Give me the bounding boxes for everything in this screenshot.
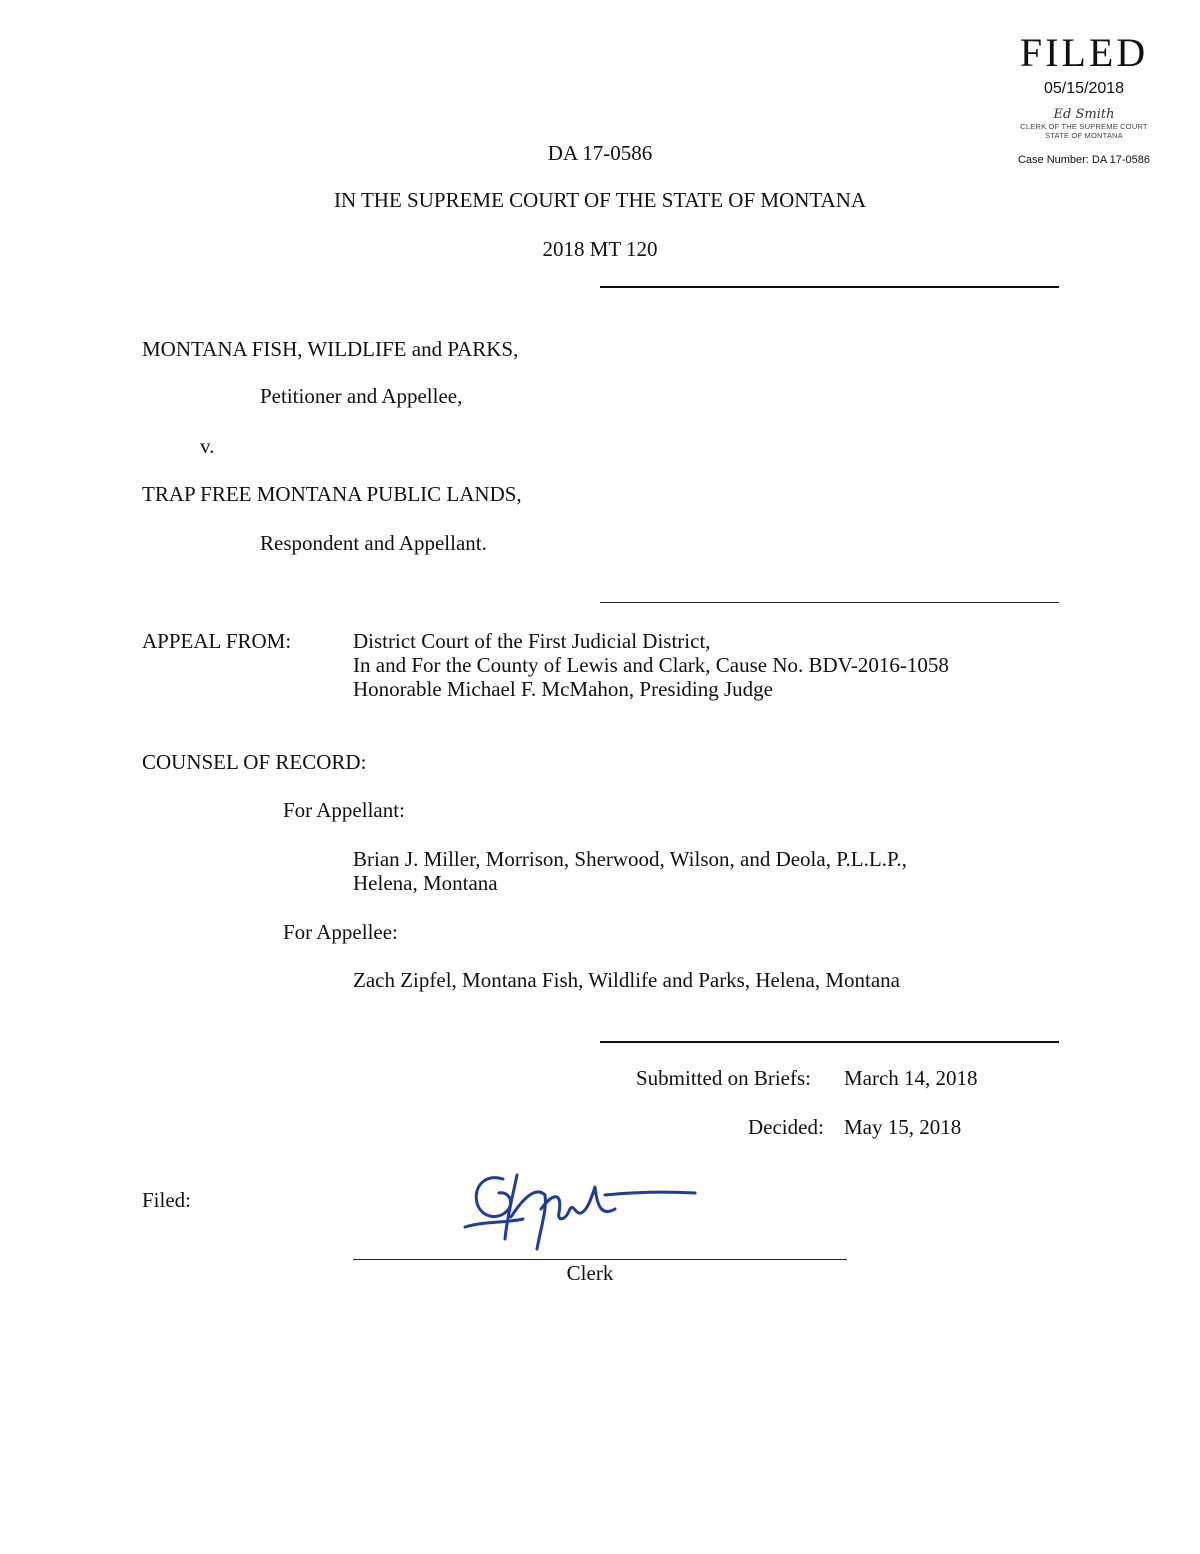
decided-date: May 15, 2018 [844, 1115, 962, 1139]
decided-label: Decided: [748, 1115, 824, 1139]
caption-divider-top [600, 286, 1059, 288]
filed-stamp-case-number: Case Number: DA 17-0586 [1017, 154, 1151, 166]
filed-stamp [1000, 30, 1168, 166]
counsel-of-record-label: COUNSEL OF RECORD: [142, 750, 367, 774]
docket-number: DA 17-0586 [547, 141, 653, 165]
caption-divider-bottom [600, 1041, 1059, 1043]
filed-stamp-title: FILED [1019, 30, 1149, 75]
filed-stamp-clerk-signature: Ed Smith [1053, 107, 1115, 122]
court-name: IN THE SUPREME COURT OF THE STATE OF MONTANA [333, 188, 867, 212]
for-appellee-label: For Appellee: [283, 920, 398, 944]
respondent-name: TRAP FREE MONTANA PUBLIC LANDS, [142, 482, 522, 506]
appeal-judge-line: Honorable Michael F. McMahon, Presiding Judge [353, 677, 773, 701]
appellee-counsel-line-1: Zach Zipfel, Montana Fish, Wildlife and Parks, Helena, Montana [353, 968, 900, 992]
appellant-counsel-line-1: Brian J. Miller, Morrison, Sherwood, Wilson, and Deola, P.L.L.P., [353, 847, 907, 871]
appeal-court-line: District Court of the First Judicial District, [353, 629, 711, 653]
filed-label: Filed: [142, 1188, 192, 1212]
submitted-label: Submitted on Briefs: [636, 1066, 811, 1090]
versus-label: v. [200, 434, 215, 458]
appeal-from-label: APPEAL FROM: [142, 629, 292, 653]
petitioner-role: Petitioner and Appellee, [260, 384, 463, 408]
citation: 2018 MT 120 [542, 237, 658, 261]
submitted-date: March 14, 2018 [844, 1066, 978, 1090]
filed-stamp-date: 05/15/2018 [1043, 80, 1125, 97]
for-appellant-label: For Appellant: [283, 798, 405, 822]
appeal-county-line: In and For the County of Lewis and Clark, Cause No. BDV-2016-1058 [353, 653, 949, 677]
clerk-label: Clerk [566, 1261, 614, 1285]
appellant-counsel-line-2: Helena, Montana [353, 871, 498, 895]
respondent-role: Respondent and Appellant. [260, 531, 487, 555]
petitioner-name: MONTANA FISH, WILDLIFE and PARKS, [142, 337, 519, 361]
signature-line [353, 1259, 847, 1260]
clerk-signature [455, 1165, 715, 1260]
filed-stamp-clerk-title-2: STATE OF MONTANA [1045, 131, 1123, 140]
filed-stamp-clerk-title-1: CLERK OF THE SUPREME COURT [1020, 122, 1148, 131]
caption-divider-middle [600, 602, 1059, 603]
